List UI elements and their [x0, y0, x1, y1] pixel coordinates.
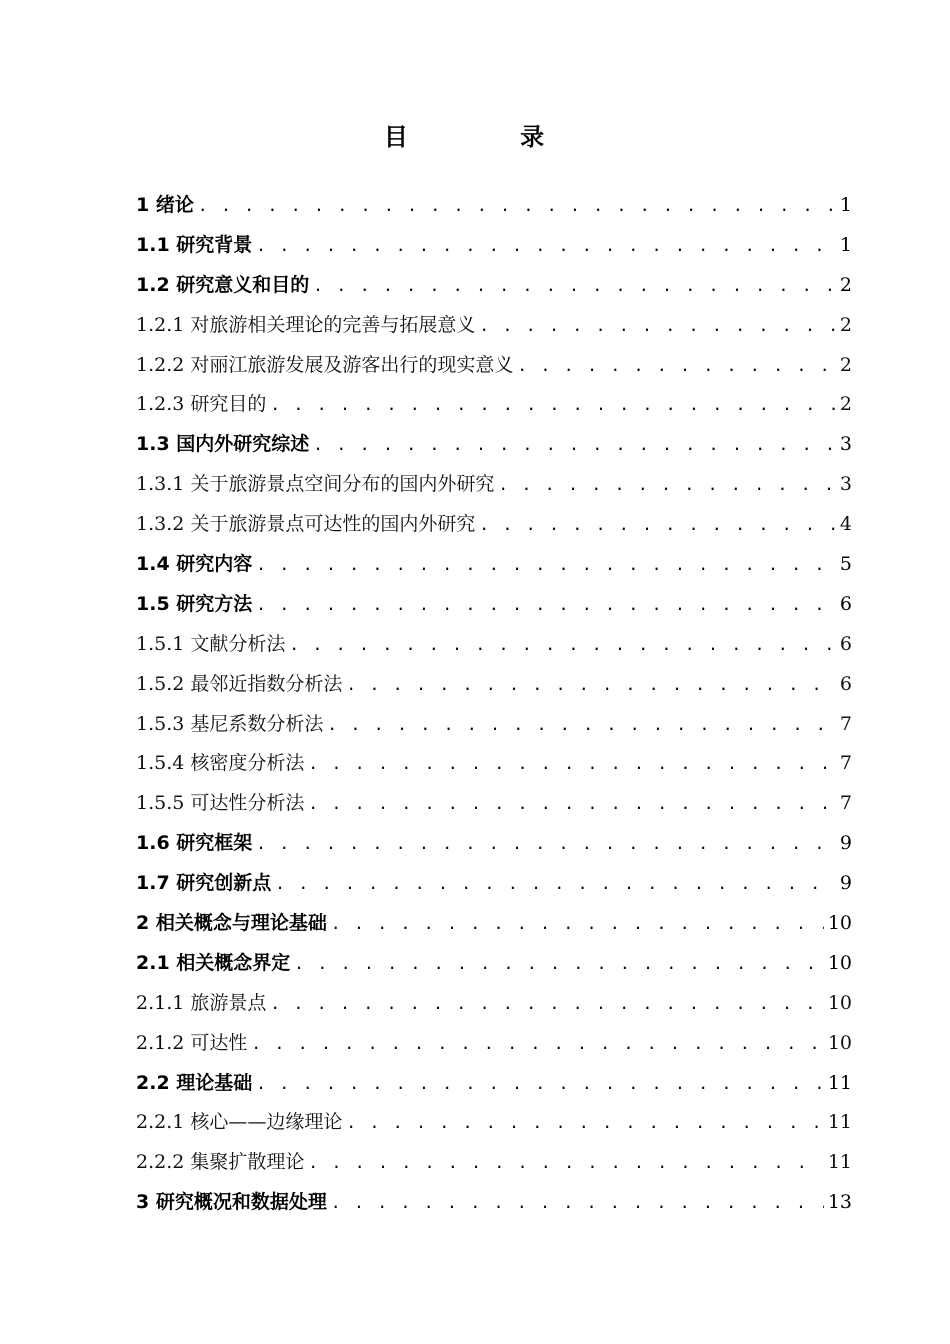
toc-entry[interactable]	[136, 824, 852, 864]
toc-entry[interactable]	[136, 545, 852, 585]
toc-entry-page-number: 9	[839, 872, 852, 895]
toc-entry[interactable]	[136, 1143, 852, 1183]
toc-entry-title: 2.2.2 集聚扩散理论	[136, 1151, 305, 1174]
toc-entry-page-number: 3	[839, 433, 852, 456]
toc-dot-leader	[346, 1103, 823, 1143]
toc-entry[interactable]	[136, 705, 852, 745]
toc-dot-leader	[256, 545, 836, 585]
toc-entry-page-number: 13	[827, 1191, 852, 1214]
toc-entry[interactable]	[136, 1064, 852, 1104]
toc-dot-leader	[479, 505, 836, 545]
toc-entry-title: 1.5.3 基尼系数分析法	[136, 712, 324, 735]
toc-entry-page-number: 11	[827, 1111, 852, 1134]
toc-entry-title: 2 相关概念与理论基础	[136, 912, 327, 935]
toc-entry[interactable]	[136, 665, 852, 705]
toc-entry-title: 1.5 研究方法	[136, 592, 253, 615]
toc-entry[interactable]	[136, 465, 852, 505]
toc-entry-title: 3 研究概况和数据处理	[136, 1191, 327, 1214]
toc-dot-leader	[251, 1024, 823, 1064]
toc-dot-leader	[517, 346, 836, 386]
toc-entry-page-number: 7	[839, 752, 852, 775]
toc-entry-page-number: 5	[839, 553, 852, 576]
toc-dot-leader	[256, 1064, 824, 1104]
toc-entry-title: 1.5.5 可达性分析法	[136, 792, 305, 815]
toc-entry-page-number: 10	[827, 951, 852, 974]
toc-entry-title: 1 绪论	[136, 194, 194, 216]
toc-entry-page-number: 11	[827, 1071, 852, 1094]
toc-dot-leader	[331, 1183, 824, 1223]
toc-entry[interactable]	[136, 1103, 852, 1143]
toc-dot-leader	[270, 984, 823, 1024]
toc-entry[interactable]	[136, 226, 852, 266]
toc-dot-leader	[256, 585, 836, 625]
toc-entry[interactable]	[136, 306, 852, 346]
toc-entry-title: 1.3.1 关于旅游景点空间分布的国内外研究	[136, 473, 495, 496]
toc-entry-title: 1.3.2 关于旅游景点可达性的国内外研究	[136, 513, 476, 536]
toc-dot-leader	[294, 944, 824, 984]
toc-dot-leader	[289, 625, 836, 665]
toc-entry-title: 1.3 国内外研究综述	[136, 433, 310, 456]
toc-entry-title: 1.2 研究意义和目的	[136, 273, 310, 296]
toc-entry[interactable]	[136, 1024, 852, 1064]
toc-list	[136, 186, 852, 1223]
toc-entry-page-number: 2	[839, 313, 852, 336]
toc-entry-page-number: 11	[827, 1151, 852, 1174]
toc-entry[interactable]	[136, 266, 852, 306]
toc-dot-leader	[270, 385, 836, 425]
toc-entry-page-number: 9	[839, 832, 852, 855]
toc-entry-page-number: 1	[839, 194, 852, 216]
toc-dot-leader	[256, 824, 836, 864]
toc-entry-page-number: 10	[827, 912, 852, 935]
toc-entry[interactable]	[136, 1183, 852, 1223]
toc-entry[interactable]	[136, 425, 852, 465]
toc-entry[interactable]	[136, 784, 852, 824]
toc-dot-leader	[479, 306, 836, 346]
toc-entry-page-number: 2	[839, 353, 852, 376]
toc-entry[interactable]	[136, 984, 852, 1024]
toc-dot-leader	[198, 186, 836, 226]
toc-entry[interactable]	[136, 944, 852, 984]
toc-entry-page-number: 6	[839, 672, 852, 695]
toc-entry[interactable]	[136, 744, 852, 784]
toc-entry-title: 1.2.3 研究目的	[136, 393, 267, 416]
toc-entry-title: 1.2.1 对旅游相关理论的完善与拓展意义	[136, 313, 476, 336]
toc-entry-title: 1.5.2 最邻近指数分析法	[136, 672, 343, 695]
toc-dot-leader	[331, 904, 824, 944]
toc-entry-page-number: 1	[839, 233, 852, 256]
toc-entry[interactable]	[136, 385, 852, 425]
toc-dot-leader	[313, 266, 836, 306]
toc-entry-title: 2.1.2 可达性	[136, 1031, 248, 1054]
toc-entry-page-number: 7	[839, 712, 852, 735]
toc-dot-leader	[327, 705, 836, 745]
toc-entry-title: 1.4 研究内容	[136, 553, 253, 576]
toc-dot-leader	[275, 864, 836, 904]
toc-entry-page-number: 6	[839, 632, 852, 655]
toc-dot-leader	[308, 1143, 823, 1183]
toc-entry-title: 2.2.1 核心——边缘理论	[136, 1111, 343, 1134]
toc-entry-title: 2.1.1 旅游景点	[136, 991, 267, 1014]
toc-dot-leader	[313, 425, 836, 465]
toc-dot-leader	[308, 784, 836, 824]
toc-entry-page-number: 7	[839, 792, 852, 815]
toc-entry-page-number: 10	[827, 1031, 852, 1054]
toc-dot-leader	[498, 465, 836, 505]
toc-entry-page-number: 10	[827, 991, 852, 1014]
toc-dot-leader	[256, 226, 836, 266]
toc-entry[interactable]	[136, 585, 852, 625]
toc-title: 目 录	[383, 123, 597, 151]
toc-entry-page-number: 6	[839, 592, 852, 615]
toc-entry-title: 2.2 理论基础	[136, 1071, 253, 1094]
toc-entry[interactable]	[136, 904, 852, 944]
toc-entry[interactable]	[136, 625, 852, 665]
toc-entry-page-number: 4	[839, 513, 852, 536]
toc-entry-title: 1.5.1 文献分析法	[136, 632, 286, 655]
toc-entry[interactable]	[136, 864, 852, 904]
toc-entry-page-number: 3	[839, 473, 852, 496]
toc-entry-title: 1.6 研究框架	[136, 832, 253, 855]
toc-entry-title: 1.5.4 核密度分析法	[136, 752, 305, 775]
toc-entry[interactable]	[136, 505, 852, 545]
toc-entry-title: 2.1 相关概念界定	[136, 951, 291, 974]
toc-entry[interactable]	[136, 186, 852, 226]
toc-dot-leader	[346, 665, 836, 705]
toc-entry-title: 1.2.2 对丽江旅游发展及游客出行的现实意义	[136, 353, 514, 376]
toc-entry-page-number: 2	[839, 273, 852, 296]
toc-entry[interactable]	[136, 346, 852, 386]
toc-dot-leader	[308, 744, 836, 784]
toc-entry-page-number: 2	[839, 393, 852, 416]
toc-entry-title: 1.1 研究背景	[136, 233, 253, 256]
toc-entry-title: 1.7 研究创新点	[136, 872, 272, 895]
